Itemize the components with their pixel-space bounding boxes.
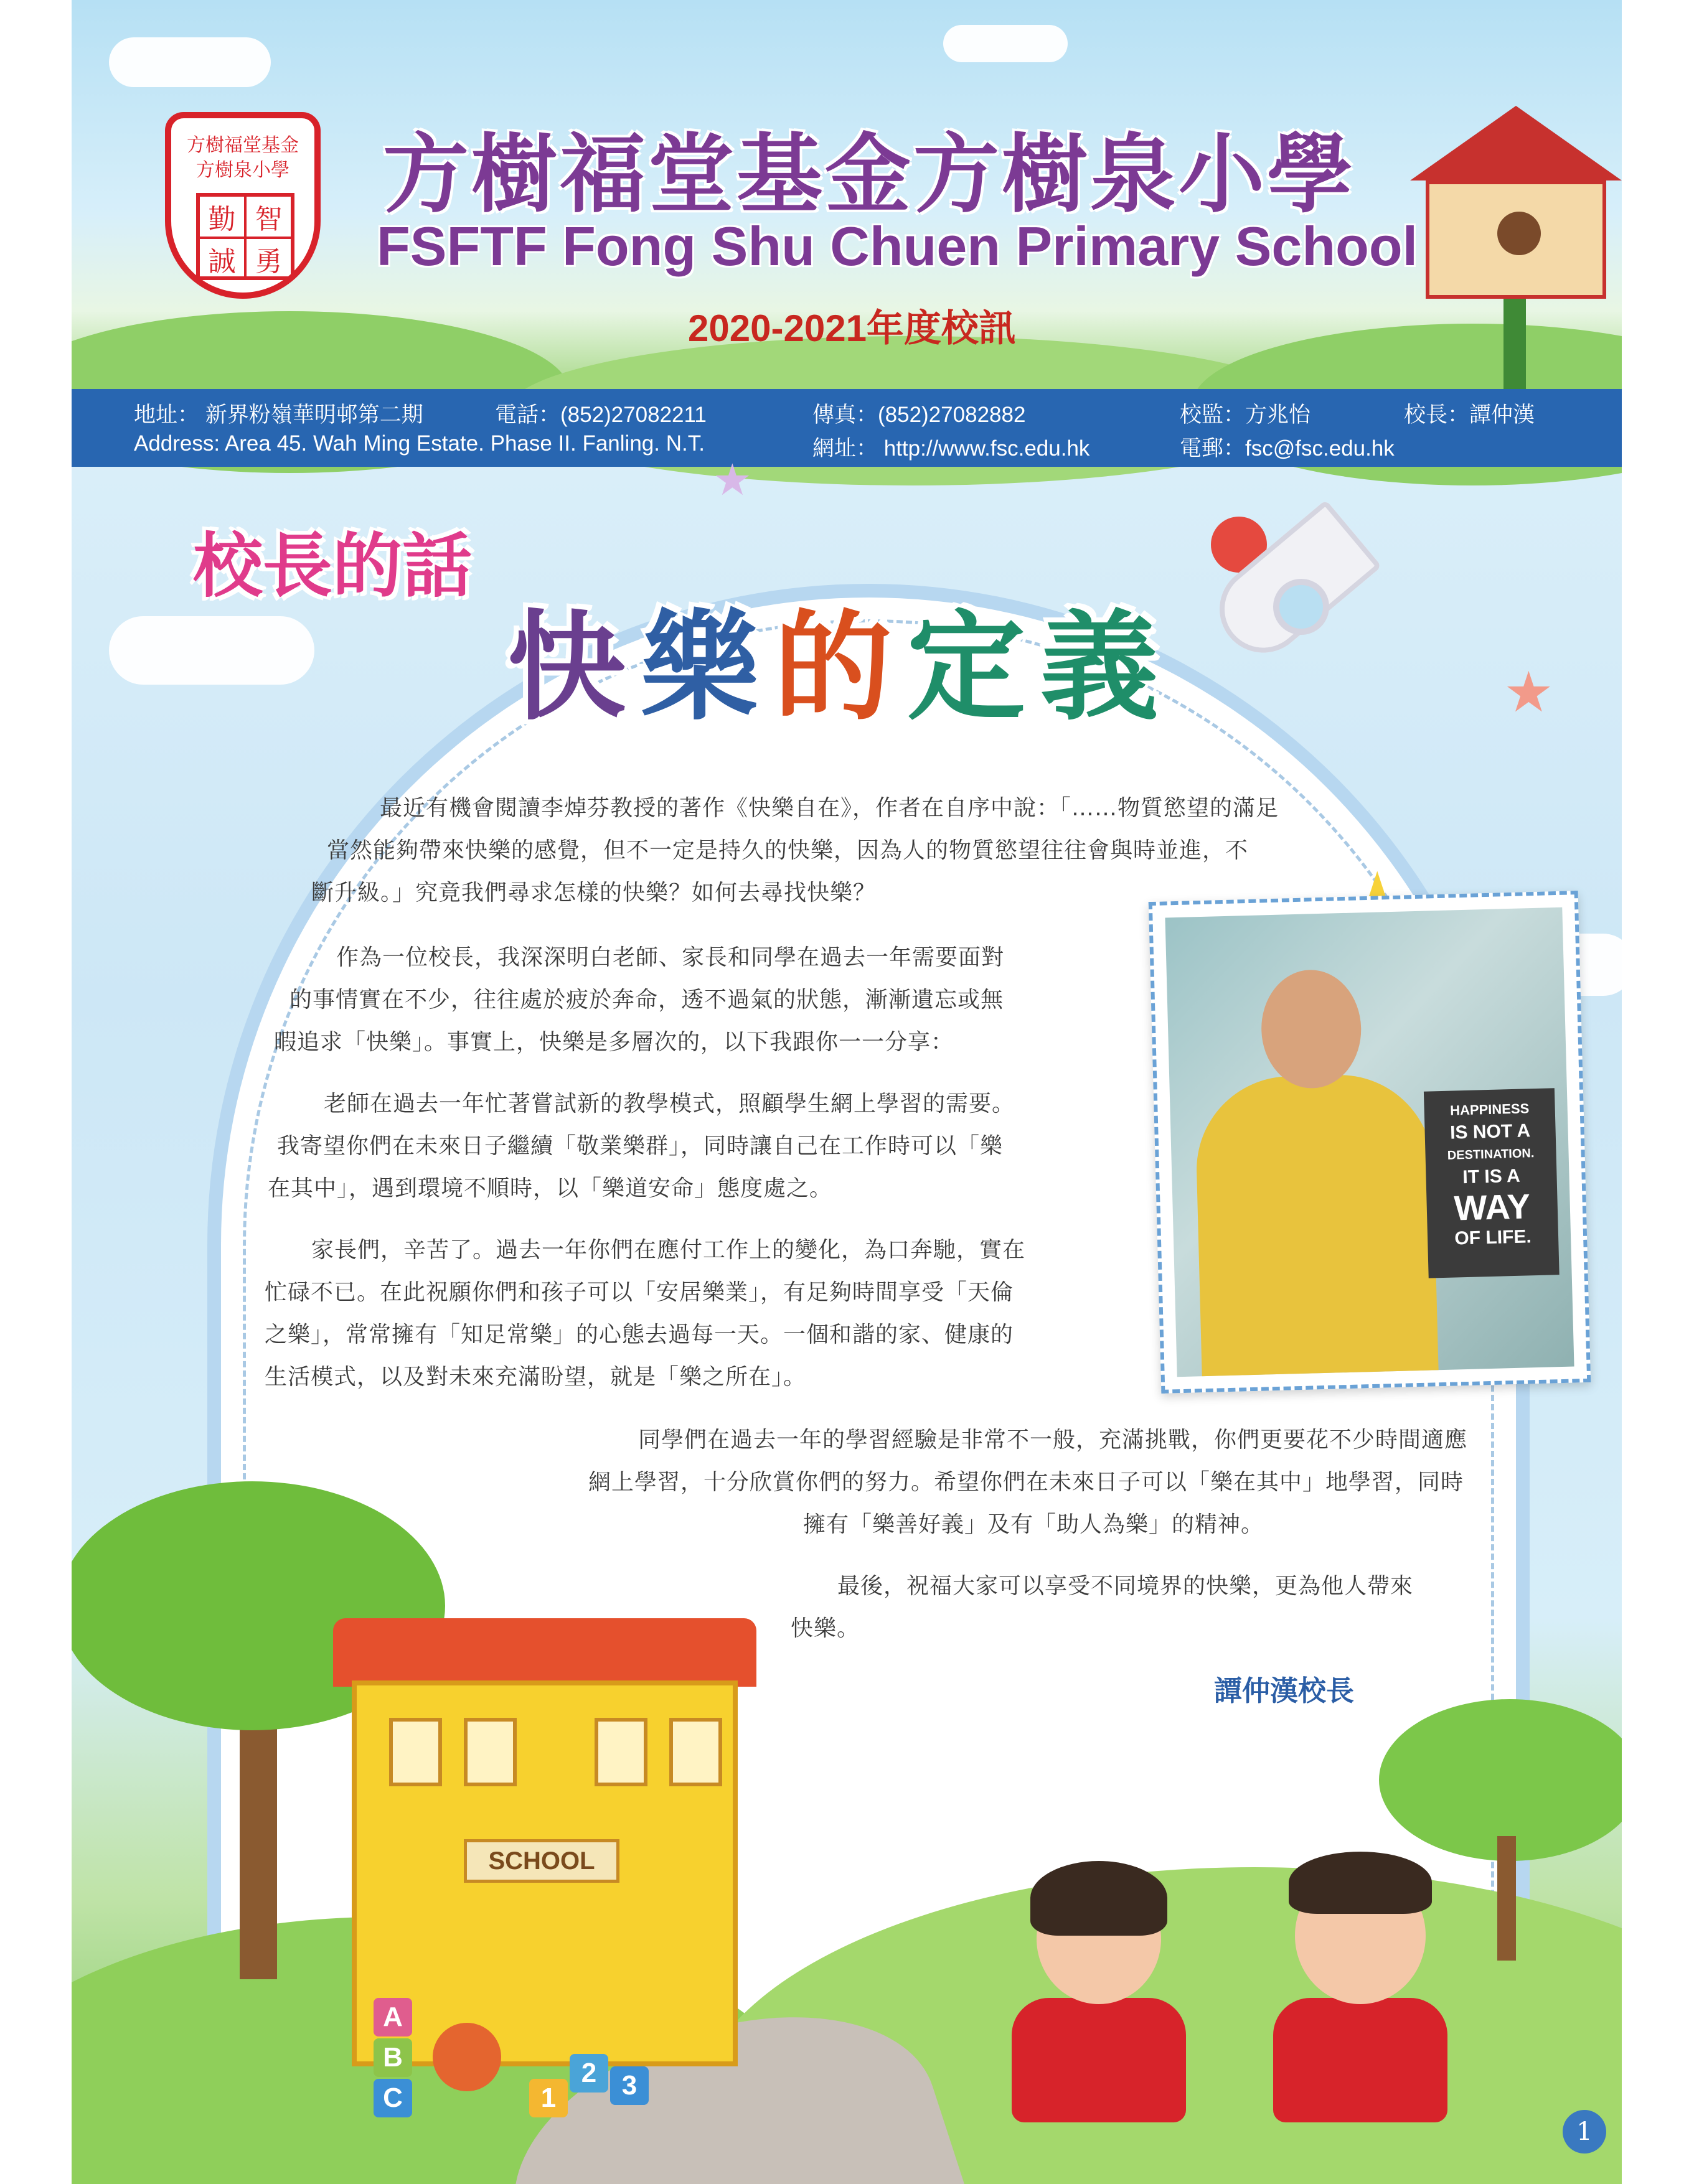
headline-char: 樂	[641, 599, 774, 736]
crest-motto-grid	[196, 193, 294, 279]
person-face	[1260, 968, 1363, 1089]
principal-photo	[1149, 891, 1591, 1394]
sign-line: HAPPINESS	[1449, 1100, 1530, 1118]
fax-number: 傳真：(852)27082882	[812, 403, 1026, 427]
cloud-decoration	[109, 37, 271, 87]
phone-number: 電話：(852)27082211	[495, 403, 707, 427]
school-window	[595, 1718, 647, 1786]
paragraph-parents	[265, 1229, 1026, 1399]
text-line: 我寄望你們在未來日子繼續「敬業樂群」，同時讓自己在工作時可以「樂	[277, 1133, 1004, 1159]
toy-block: C	[374, 2079, 412, 2117]
text-line: 的事情實在不少，往往處於疲於奔命，透不過氣的狀態，漸漸遺忘或無	[289, 987, 1004, 1013]
text-line: 最後，祝福大家可以享受不同境界的快樂，更為他人帶來	[837, 1573, 1414, 1599]
newsletter-year-title: 2020-2021年度校訊	[688, 307, 1016, 349]
address-chinese: 地址： 新界粉嶺華明邨第二期	[134, 403, 423, 427]
boy-hair	[1289, 1852, 1432, 1914]
headline-char: 快	[507, 599, 641, 736]
toy-block: B	[374, 2038, 412, 2077]
masthead	[72, 0, 1622, 389]
text-line: 擁有「樂善好義」及有「助人為樂」的精神。	[803, 1512, 1264, 1537]
tree-trunk	[1497, 1836, 1516, 1961]
crest-motto-char: 勇	[245, 238, 292, 280]
paragraph-intro	[311, 787, 1279, 914]
website-address: 網址： http://www.fsc.edu.hk	[812, 436, 1090, 461]
text-line: 在其中」，遇到環境不順時，以「樂道安命」態度處之。	[268, 1176, 833, 1201]
cloud-decoration	[943, 25, 1068, 62]
text-line: 老師在過去一年忙著嘗試新的教學模式，照顧學生網上學習的需要。	[324, 1091, 1015, 1117]
crest-school-name: 方樹福堂基金 方樹泉小學	[187, 134, 299, 181]
sign-line: OF LIFE.	[1454, 1226, 1532, 1249]
text-line: 最近有機會閱讀李焯芬教授的著作《快樂自在》，作者在自序中說：「……物質慾望的滿足	[380, 795, 1279, 821]
school-crest	[165, 112, 321, 299]
rocket-window-decoration	[1273, 579, 1329, 635]
text-line: 作為一位校長，我深深明白老師、家長和同學在過去一年需要面對	[336, 945, 1005, 970]
crest-motto-char: 誠	[199, 238, 245, 280]
text-line: 忙碌不已。在此祝願你們和孩子可以「安居樂業」，有足夠時間享受「天倫	[265, 1280, 1014, 1305]
person-jacket	[1194, 1072, 1439, 1377]
school-name-chinese: 方樹福堂基金方樹泉小學	[383, 124, 1356, 225]
cloud-decoration	[109, 616, 314, 685]
article-headline	[507, 573, 1254, 743]
school-sign: SCHOOL	[464, 1839, 619, 1883]
text-line: 暇追求「快樂」。事實上，快樂是多層次的，以下我跟你一一分享：	[274, 1029, 954, 1055]
paragraph-students	[588, 1419, 1468, 1546]
text-line: 之樂」，常常擁有「知足常樂」的心態去過每一天。一個和諧的家、健康的	[265, 1322, 1014, 1347]
sign-line: IS NOT A	[1449, 1120, 1531, 1143]
toy-block: 3	[610, 2066, 649, 2105]
headline-char: 定	[907, 599, 1041, 736]
sign-line: DESTINATION.	[1447, 1146, 1535, 1163]
birdhouse-hole-decoration	[1497, 212, 1541, 255]
headline-char: 義	[1040, 599, 1174, 736]
paragraph-principal-reflection	[274, 937, 1005, 1064]
contact-info-bar	[72, 389, 1622, 467]
paragraph-teachers	[268, 1083, 1015, 1210]
text-line: 家長們，辛苦了。過去一年你們在應付工作上的變化，為口奔馳，實在	[311, 1237, 1026, 1263]
star-icon: ★	[1503, 660, 1554, 725]
text-line: 網上學習，十分欣賞你們的努力。希望你們在未來日子可以「樂在其中」地學習，同時	[588, 1469, 1464, 1495]
toy-block: 2	[570, 2054, 608, 2093]
text-line: 快樂。	[791, 1616, 860, 1641]
basketball-icon	[433, 2023, 501, 2091]
school-name-english: FSFTF Fong Shu Chuen Primary School	[377, 215, 1418, 277]
newsletter-page	[72, 0, 1622, 2184]
crest-motto-char: 勤	[199, 195, 245, 238]
address-english: Address: Area 45. Wah Ming Estate. Phase II. Fanling. N.T.	[134, 431, 705, 456]
girl-body	[1012, 1998, 1186, 2122]
star-icon: ★	[713, 454, 752, 505]
supervisor-name: 校監：方兆怡	[1180, 403, 1311, 427]
section-label-principal-message: 校長的話	[193, 526, 472, 607]
photo-image	[1165, 907, 1574, 1377]
text-line: 當然能夠帶來快樂的感覺，但不一定是持久的快樂，因為人的物質慾望往往會與時並進，不	[327, 838, 1249, 863]
birdhouse-pole-decoration	[1503, 299, 1526, 389]
paragraph-closing	[788, 1565, 1413, 1650]
text-line: 斷升級。」究竟我們尋求怎樣的快樂？如何去尋找快樂？	[311, 880, 877, 906]
school-roof	[333, 1618, 756, 1687]
text-line: 同學們在過去一年的學習經驗是非常不一般，充滿挑戰，你們更要花不少時間適應	[638, 1427, 1468, 1453]
birdhouse-roof-decoration	[1410, 106, 1622, 180]
sign-line: IT IS A	[1462, 1165, 1521, 1188]
girl-hair	[1030, 1861, 1167, 1936]
toy-block: 1	[529, 2079, 568, 2117]
school-window	[389, 1718, 442, 1786]
boy-body	[1273, 1998, 1447, 2122]
crest-motto-char: 智	[245, 195, 292, 238]
photo-wall-sign	[1424, 1088, 1560, 1278]
text-line: 生活模式，以及對未來充滿盼望，就是「樂之所在」。	[265, 1364, 807, 1390]
principal-signature: 譚仲漢校長	[1214, 1674, 1355, 1707]
email-address: 電郵：fsc@fsc.edu.hk	[1180, 436, 1395, 461]
school-window	[669, 1718, 722, 1786]
headline-char: 的	[774, 599, 908, 736]
principal-name: 校長：譚仲漢	[1404, 403, 1535, 427]
page-number: 1	[1563, 2110, 1606, 2154]
school-window	[464, 1718, 517, 1786]
toy-block: A	[374, 1998, 412, 2036]
sign-line: WAY	[1453, 1186, 1531, 1228]
